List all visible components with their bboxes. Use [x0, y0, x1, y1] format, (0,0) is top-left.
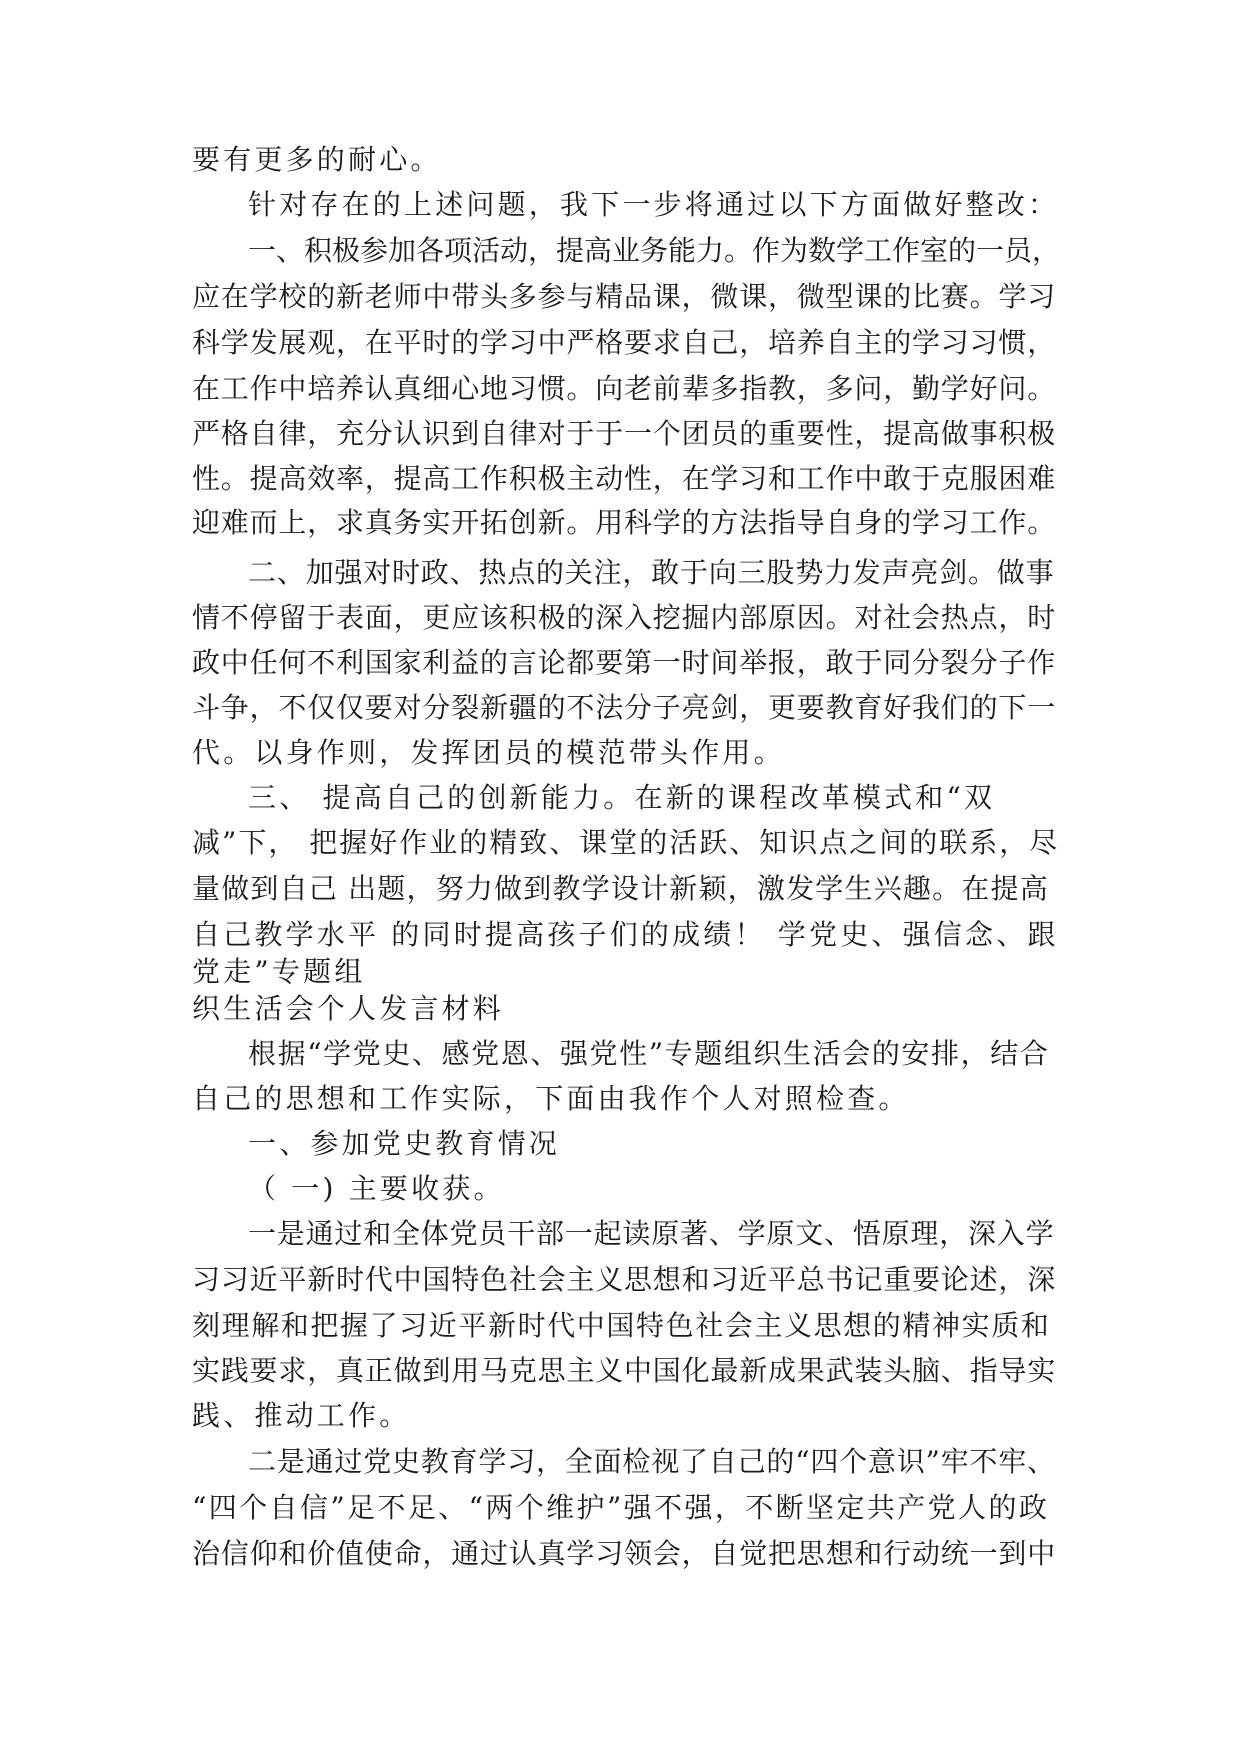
- text-line: 减”下， 把握好作业的精致、课堂的活跃、知识点之间的联系，尽: [192, 826, 1060, 859]
- text-line: 刻理解和把握了习近平新时代中国特色社会主义思想的精神实质和: [192, 1309, 1051, 1342]
- text-line: 习习近平新时代中国特色社会主义思想和习近平总书记重要论述，深: [192, 1263, 1057, 1296]
- text-line: “四个自信”足不足、“两个维护”强不强，不断坚定共产党人的政: [192, 1491, 1050, 1524]
- text-line: 量做到自己 出题，努力做到教学设计新颖，激发学生兴趣。在提高: [192, 872, 1049, 905]
- text-line: 实践要求，真正做到用马克思主义中国化最新成果武装头脑、指导实: [192, 1354, 1057, 1387]
- section-heading-3: 三、 提高自己的创新能力。在新的课程改革模式和“双: [248, 781, 996, 814]
- text-line: 科学发展观，在平时的学习中严格要求自己，培养自主的学习习惯，: [192, 326, 1057, 359]
- text-line: 严格自律，充分认识到自律对于于一个团员的重要性，提高做事积极: [192, 417, 1057, 450]
- text-line: 践、推动工作。: [192, 1399, 411, 1432]
- text-line: 自己教学水平 的同时提高孩子们的成绩！ 学党史、强信念、跟: [192, 918, 1059, 951]
- text-line: 自己的思想和工作实际，下面由我作个人对照检查。: [192, 1082, 910, 1115]
- text-line: 一是通过和全体党员干部一起读原著、学原文、悟原理，深入学: [248, 1217, 1055, 1250]
- section-heading: 一、参加党史教育情况: [248, 1127, 561, 1160]
- document-title-line: 织生活会个人发言材料: [192, 992, 505, 1025]
- text-line: 情不停留于表面，更应该积极的深入挖掘内部原因。对社会热点，时: [192, 601, 1057, 634]
- text-line: 党走”专题组: [192, 955, 366, 988]
- text-line: 政中任何不利国家利益的言论都要第一时间举报，敢于同分裂分子作: [192, 646, 1057, 679]
- text-line: 迎难而上，求真务实开拓创新。用科学的方法指导自身的学习工作。: [192, 506, 1057, 539]
- subsection-heading: （ 一) 主要收获。: [248, 1172, 505, 1205]
- text-line: 性。提高效率，提高工作积极主动性，在学习和工作中敢于克服困难: [192, 462, 1057, 495]
- text-line: 斗争，不仅仅要对分裂新疆的不法分子亮剑，更要教育好我们的下一: [192, 691, 1057, 724]
- section-heading-2: 二、加强对时政、热点的关注，敢于向三股势力发声亮剑。做事: [248, 556, 1055, 589]
- text-line: 代。以身作则，发挥团员的模范带头作用。: [192, 736, 785, 769]
- text-line: 针对存在的上述问题，我下一步将通过以下方面做好整改：: [248, 188, 1060, 221]
- text-line: 在工作中培养认真细心地习惯。向老前辈多指教，多问，勤学好问。: [192, 372, 1057, 405]
- text-line: 要有更多的耐心。: [192, 143, 442, 176]
- text-line: 根据“学党史、感党恩、强党性”专题组织生活会的安排，结合: [248, 1037, 1050, 1070]
- text-line: 二是通过党史教育学习，全面检视了自己的“四个意识”牢不牢、: [248, 1445, 1056, 1478]
- text-line: 应在学校的新老师中带头多参与精品课，微课，微型课的比赛。学习: [192, 280, 1057, 313]
- section-heading-1: 一、积极参加各项活动，提高业务能力。作为数学工作室的一员，: [248, 234, 1061, 267]
- text-line: 治信仰和价值使命，通过认真学习领会，自觉把思想和行动统一到中: [192, 1537, 1057, 1570]
